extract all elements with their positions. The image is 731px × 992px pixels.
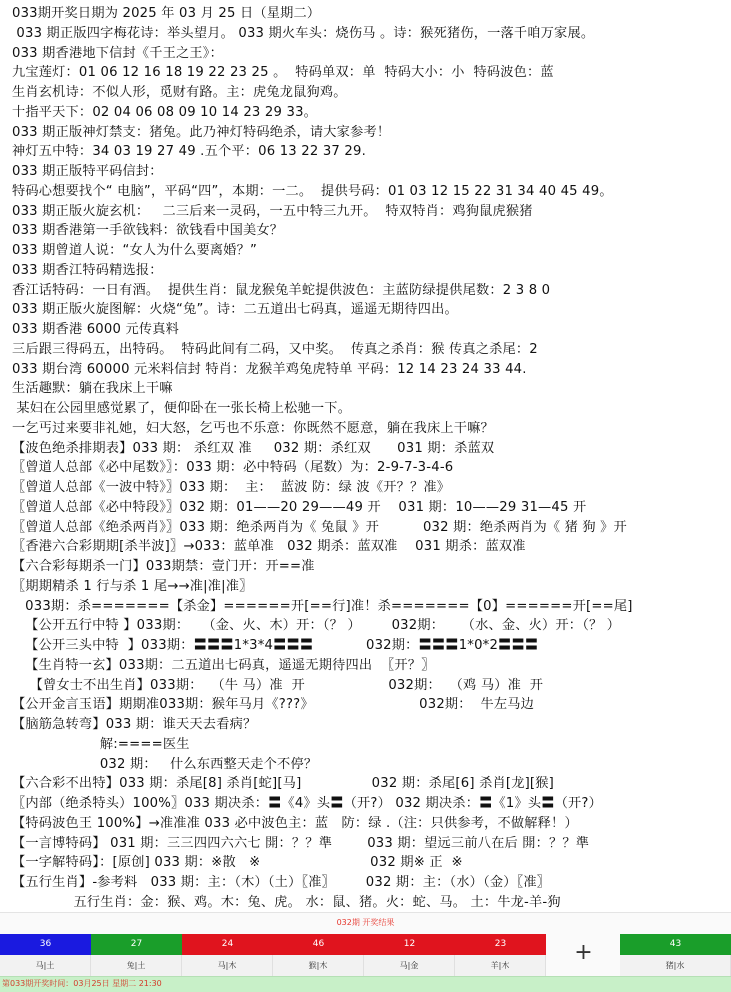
ball-zodiac: 马|木 bbox=[182, 955, 273, 977]
ball-number: 27 bbox=[91, 934, 182, 955]
document-line: 033 期香港 6000 元传真料 bbox=[12, 322, 180, 337]
document-line: 三后跟三得码五，出特码。 特码此间有二码，又中奖。 传真之杀肖：猴 传真之杀尾：2 bbox=[12, 341, 538, 357]
document-line: 〖香港六合彩期期[杀半波]〗→033：蓝单准 032 期杀：蓝双准 031 期杀：蓝双准 bbox=[12, 539, 526, 555]
document-line: 〖曾道人总部《必中尾数》〗：033 期：必中特码（尾数）为：2-9-7-3-4-6 bbox=[12, 460, 454, 476]
ball-zodiac: 猪|水 bbox=[620, 955, 731, 977]
document-line: 十指平天下：02 04 06 08 09 10 14 23 29 33。 bbox=[12, 104, 318, 120]
document-line: 【六合彩不出特】033 期：杀尾[8] 杀肖[蛇][马] 032 期：杀尾[6] 杀肖[龙][猴] bbox=[12, 776, 554, 792]
result-ball-5[interactable] bbox=[364, 934, 455, 977]
result-balls bbox=[0, 934, 731, 977]
document-line: 033 期香江特码精选报： bbox=[12, 262, 163, 278]
document-line: 五行生肖：金：猴、鸡。木：兔、虎。 水：鼠、猪。火：蛇、马。 土：牛龙-羊-狗 bbox=[12, 894, 561, 910]
document-line: 【脑筋急转弯】033 期：谁天天去看病？ bbox=[12, 717, 257, 732]
plus-icon: + bbox=[547, 934, 620, 977]
special-ball[interactable] bbox=[620, 934, 731, 977]
ball-zodiac: 马|金 bbox=[364, 955, 455, 977]
document-line: 033期开奖日期为 2025 年 03 月 25 日（星期二） bbox=[12, 6, 321, 21]
document-line: 033 期正版神灯禁支：猪兔。此乃神灯特码绝杀，请大家参考！ bbox=[12, 124, 391, 140]
document-line: 〖曾道人总部《一波中特》〗033 期： 主： 蓝波 防：绿 波《开？？准》 bbox=[12, 480, 451, 495]
ball-zodiac: 马|土 bbox=[0, 955, 91, 977]
document-line: 【公开金言玉语】期期准033期：猴年马月《???》 032期： 牛左马边 bbox=[12, 697, 535, 713]
ball-zodiac: 猴|木 bbox=[273, 955, 364, 977]
document-line: 〖期期精杀 1 行与杀 1 尾→→准|准|准〗 bbox=[12, 578, 253, 594]
ball-number: 24 bbox=[182, 934, 273, 955]
document-line: 九宝莲灯：01 06 12 16 18 19 22 23 25 。 特码单双：单 特码大小：小 特码波色：蓝 bbox=[12, 65, 554, 81]
document-line: 033 期曾道人说：“女人为什么要离婚？” bbox=[12, 243, 258, 258]
document-line: 【生肖特一玄】033期：二五道出七码真，遥遥无期待四出 〖开？〗 bbox=[12, 657, 435, 673]
document-line: 033 期正版火旋玄机： 二三后来一灵码，一五中特三九开。 特双特肖：鸡狗鼠虎猴猪 bbox=[12, 203, 533, 219]
ball-number: 23 bbox=[455, 934, 546, 955]
document-line: 033期：杀=======【杀金】======开[==行]准！杀=======【0】======开[==尾] bbox=[12, 598, 633, 614]
document-line: 033 期香港地下信封《千王之王》： bbox=[12, 45, 223, 61]
result-ball-3[interactable] bbox=[182, 934, 273, 977]
document-line: 033 期台湾 60000 元米料信封 特肖：龙猴羊鸡兔虎特单 平码：12 14 23 24 33 44. bbox=[12, 361, 527, 377]
document-line: 〖曾道人总部《必中特段》〗032 期：01——20 29——49 开 031 期：10——29 31—45 开 bbox=[12, 499, 587, 515]
document-line: 〖曾道人总部《绝杀两肖》〗033 期：绝杀两肖为《 兔鼠 》开 032 期：绝杀两肖为《 猪 狗 》开 bbox=[12, 519, 627, 535]
result-ball-6[interactable] bbox=[455, 934, 546, 977]
ball-number: 46 bbox=[273, 934, 364, 955]
draw-results-caption: 032期 开奖结果 bbox=[336, 918, 395, 927]
result-ball-4[interactable] bbox=[273, 934, 364, 977]
result-ball-1[interactable] bbox=[0, 934, 91, 977]
ball-zodiac: 羊|木 bbox=[455, 955, 546, 977]
document-line: 某妇在公园里感觉累了，便仰卧在一张长椅上松驰一下。 bbox=[12, 401, 352, 416]
ball-number: 12 bbox=[364, 934, 455, 955]
document-line: 一乞丐过来要非礼她，妇大怒，乞丐也不乐意：你既然不愿意，躺在我床上干嘛？ bbox=[12, 420, 494, 436]
document-line: 神灯五中特：34 03 19 27 49 .五个平：06 13 22 37 29. bbox=[12, 144, 366, 160]
draw-time-text: 第033期开奖时间：03月25日 星期二 21:30 bbox=[2, 979, 162, 988]
document-line: 【一言博特码】 031 期：三三四四六六七 開：？？準 033 期：望远三前八在后 開：？？準 bbox=[12, 835, 590, 851]
document-line: 033 期正版火旋图解：火烧“兔”。诗：二五道出七码真，遥遥无期待四出。 bbox=[12, 302, 458, 318]
document-line: 032 期： 什么东西整天走个不停？ bbox=[12, 756, 318, 772]
document-line: 生活趣默：躺在我床上干嘛 bbox=[12, 381, 173, 397]
document-line: 【特码波色王 100%】→准准准 033 必中波色主：蓝 防：绿 .（注：只供参考，不做解释！） bbox=[12, 815, 578, 831]
document-line: 【曾女士不出生肖】033期： （牛 马）准 开 032期： （鸡 马）准 开 bbox=[12, 677, 544, 693]
document-line: 033 期正版特平码信封： bbox=[12, 164, 163, 179]
document-line: 【公开五行中特 】033期： （金、火、木）开：（？ ） 032期： （水、金、火）开：（？ ） bbox=[12, 618, 621, 634]
document-line: 【六合彩每期杀一门】033期禁：壹门开：开==准 bbox=[12, 559, 315, 574]
result-ball-2[interactable] bbox=[91, 934, 182, 977]
document-line: 香江话特码：一日有酒。 提供生肖：鼠龙猴兔羊蛇提供波色：主蓝防绿提供尾数：2 3 8 0 bbox=[12, 282, 551, 298]
document-line: 〖内部（绝杀特头）100%〗033 期决杀：〓《4》头〓（开?） 032 期决杀：〓《1》头〓（开?） bbox=[12, 796, 602, 811]
document-line: 033 期正版四字梅花诗：举头望月。 033 期火车头：烧伤马 。诗：猴死猪伤，一落千咱万家展。 bbox=[12, 25, 595, 41]
document-line: 【公开三头中特 】033期：〓〓〓1*3*4〓〓〓 032期：〓〓〓1*0*2〓〓〓 bbox=[12, 638, 539, 653]
document-line: 【波色绝杀排期表】033 期： 杀红双 准 032 期：杀红双 031 期：杀蓝双 bbox=[12, 440, 495, 456]
draw-time-footer bbox=[0, 976, 731, 992]
document-line: 【一字解特码】：[原创] 033 期：※散 ※ 032 期※ 正 ※ bbox=[12, 855, 463, 871]
ball-zodiac: 兔|土 bbox=[91, 955, 182, 977]
document-line: 生肖玄机诗：不似人形，觅财有路。主：虎兔龙鼠狗鸡。 bbox=[12, 85, 347, 100]
ball-number: 43 bbox=[620, 934, 731, 955]
document-line: 解:====医生 bbox=[12, 736, 190, 752]
draw-results-bar bbox=[0, 912, 731, 977]
document-line: 特码心想要找个“ 电脑”，平码“四”，本期：一二。 提供号码：01 03 12 15 22 31 34 40 45 49。 bbox=[12, 183, 613, 199]
document-line: 【五行生肖】-参考料 033 期：主：（木）（土）〖准〗 032 期：主：（水）（金）〖准〗 bbox=[12, 875, 551, 890]
document-line: 033 期香港第一手欲钱料：欲钱看中国美女？ bbox=[12, 223, 284, 239]
ball-number: 36 bbox=[0, 934, 91, 955]
